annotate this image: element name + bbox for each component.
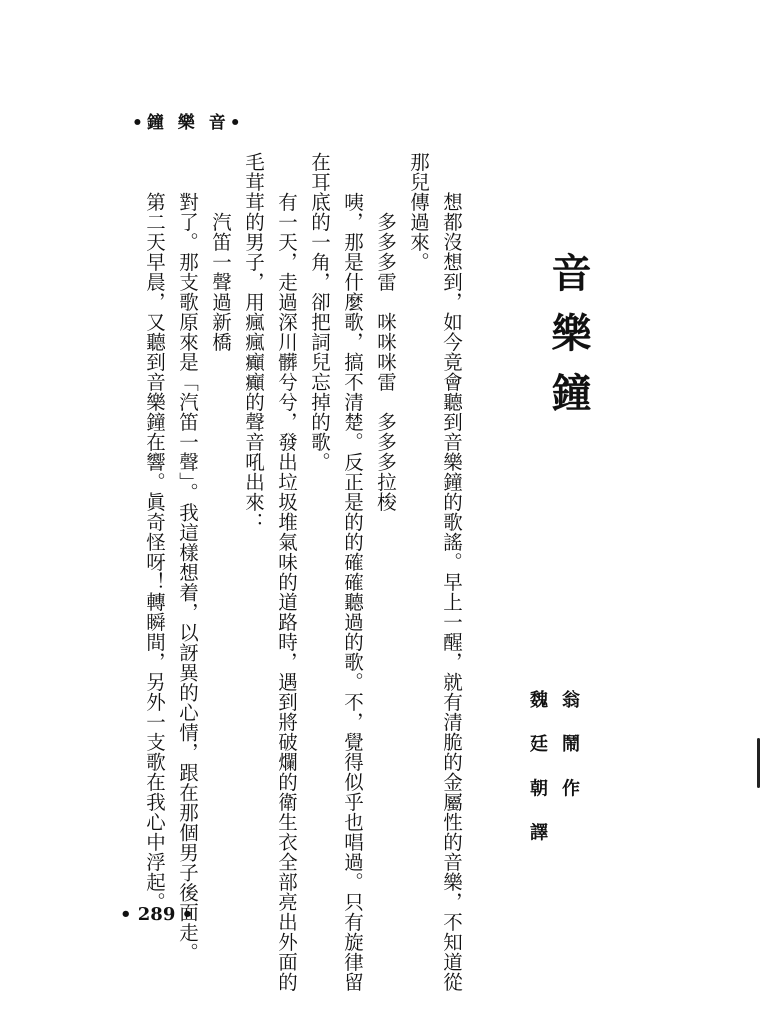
- page-title: 音樂鐘: [545, 252, 592, 432]
- lyric-column: 多多多雷 咪咪咪雷 多多多拉梭: [374, 212, 397, 512]
- text-column: 第二天早晨，又聽到音樂鐘在響。眞奇怪呀！轉瞬間，另外一支歌在我心中浮起。: [143, 192, 166, 912]
- byline-author: 翁 鬧 作: [559, 690, 580, 807]
- text-column: 對了。那支歌原來是「汽笛一聲」。我這樣想着，以訝異的心情，跟在那個男子後面走。: [176, 192, 199, 963]
- lyric-column: 汽笛一聲過新橋: [209, 212, 232, 352]
- text-column: 在耳底的一角，卻把詞兒忘掉的歌。: [308, 152, 331, 472]
- text-column: 想都沒想到，如今竟會聽到音樂鐘的歌謠。早上一醒，就有清脆的金屬性的音樂，不知道從: [440, 192, 463, 992]
- text-column: 那兒傳過來。: [407, 152, 430, 272]
- text-column: 有一天，走過深川髒兮兮，發出垃圾堆氣味的道路時，遇到將破爛的衛生衣全部亮出外面的: [275, 192, 298, 992]
- scan-edge-mark: [757, 738, 760, 788]
- byline-translator: 魏 廷 朝 譯: [527, 690, 548, 851]
- page-number: • 289 •: [120, 904, 194, 925]
- text-column: 毛茸茸的男子，用瘋瘋癲癲的聲音吼出來：: [242, 152, 265, 532]
- text-column: 咦，那是什麼歌，搞不清楚。反正是的的確確聽過的歌。不，覺得似乎也唱過。只有旋律留: [341, 192, 364, 992]
- running-head: •鐘 樂 音•: [132, 113, 245, 133]
